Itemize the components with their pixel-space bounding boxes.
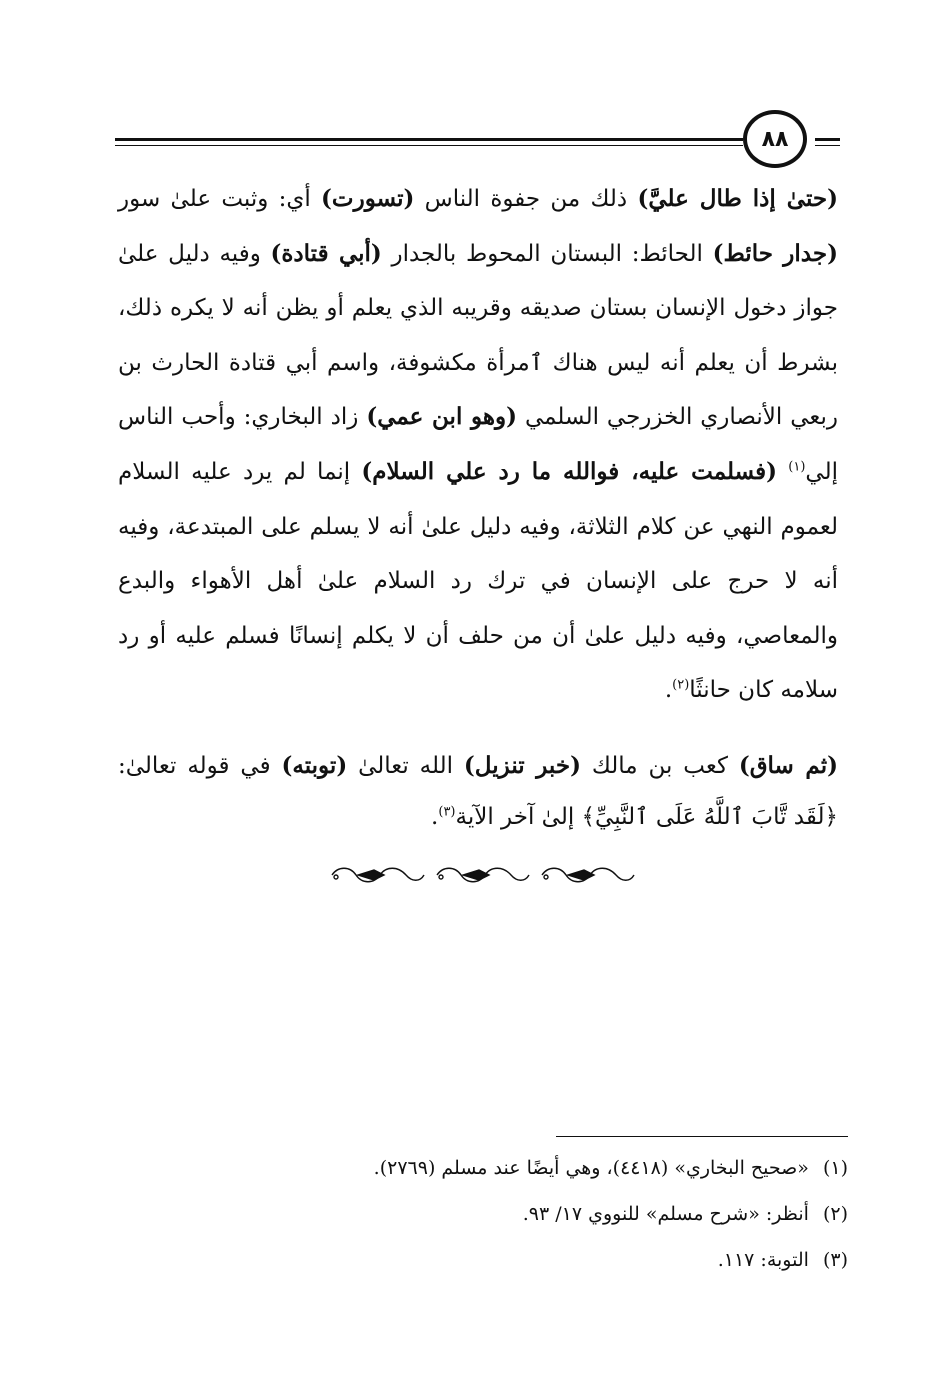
page-number-badge — [743, 110, 807, 168]
text-run: الحائط: البستان المحوط بالجدار — [381, 240, 713, 267]
footnote-ref-3[interactable]: (٣) — [438, 804, 456, 820]
footnote-number: (٣) — [822, 1249, 848, 1271]
footnote-number: (٢) — [822, 1203, 848, 1225]
footnotes — [118, 1148, 848, 1286]
main-text — [118, 172, 838, 843]
bold-phrase: (وهو ابن عمي) — [366, 403, 518, 431]
ornament-divider — [328, 862, 638, 888]
header-rule-right-thin — [815, 145, 840, 146]
footnote-separator — [556, 1136, 848, 1137]
header-rule-thin — [115, 145, 743, 146]
footnote-2 — [118, 1194, 848, 1240]
footnote-ref-2[interactable]: (٢) — [672, 677, 690, 693]
bold-phrase: (خبر تنزيل) — [463, 751, 581, 779]
footnote-text: «صحيح البخاري» (٤٤١٨)، وهي أيضًا عند مسلم (٢٧٦٩). — [373, 1157, 809, 1179]
page-number: ٨٨ — [761, 126, 789, 152]
footnote-number: (١) — [822, 1157, 848, 1179]
paragraph-1 — [118, 172, 838, 718]
ornament-motif — [437, 868, 529, 882]
bold-phrase: (توبته) — [281, 751, 348, 779]
bold-phrase: (تسورت) — [321, 185, 415, 212]
bold-phrase: (أبي قتادة) — [270, 239, 382, 267]
text-run: الله تعالىٰ — [347, 752, 464, 779]
footnote-1 — [118, 1148, 848, 1194]
paragraph-2 — [118, 740, 838, 843]
bold-phrase: (جدار حائط) — [712, 239, 838, 267]
bold-phrase: (ثم ساق) — [738, 751, 838, 779]
text-run: زاد البخاري: وأحب الناس إلي — [118, 404, 838, 485]
text-run: ذلك من جفوة الناس — [414, 186, 638, 212]
text-run: وفيه دليل علىٰ جواز دخول الإنسان بستان صديقه وقريبه الذي يعلم أو يظن أنه لا يكره ذلك، بشرط أن يعلم أنه ليس هناك ٱمرأة مكشوفة، واسم أبي قتادة الحارث بن ربعي الأنصاري الخزرجي السلمي — [118, 240, 839, 431]
footnote-ref-1[interactable]: (١) — [788, 459, 806, 475]
text-run: كعب بن مالك — [580, 752, 739, 779]
header-rule-thick — [115, 138, 743, 141]
footnote-3 — [118, 1240, 848, 1286]
page-header — [115, 110, 840, 170]
bold-phrase: (فسلمت عليه، فوالله ما رد علي السلام) — [361, 457, 778, 485]
text-run: في قوله تعالىٰ: — [118, 752, 282, 779]
quran-quote: ﴿لَقَد تَّابَ ٱللَّهُ عَلَى ٱلنَّبِيِّ﴾ — [581, 803, 838, 830]
footnote-text: التوبة: ١١٧. — [717, 1249, 809, 1271]
text-run: إلىٰ آخر الآية — [455, 803, 582, 830]
text-run: . — [664, 677, 673, 704]
ornament-motif — [332, 868, 424, 882]
text-run: أي: وثبت علىٰ سور — [118, 186, 322, 212]
bold-phrase: (حتىٰ إذا طال عليَّ) — [637, 185, 839, 212]
text-run: . — [431, 803, 439, 830]
footnote-text: أنظر: «شرح مسلم» للنووي ١٧/ ٩٣. — [522, 1203, 809, 1225]
text-run: إنما لم يرد عليه السلام لعموم النهي عن كلام الثلاثة، وفيه دليل علىٰ أنه لا يسلم على المبتدعة، وفيه أنه لا حرج على الإنسان في ترك رد السلام علىٰ أهل الأهواء والبدع والمعاصي، وفيه دليل علىٰ أن من حلف أن لا يكلم إنسانًا فسلم عليه أو رد سلامه كان حانثًا — [118, 458, 838, 704]
header-rule-right-thick — [815, 138, 840, 141]
text-run — [777, 459, 788, 485]
ornament-motif — [542, 868, 634, 882]
